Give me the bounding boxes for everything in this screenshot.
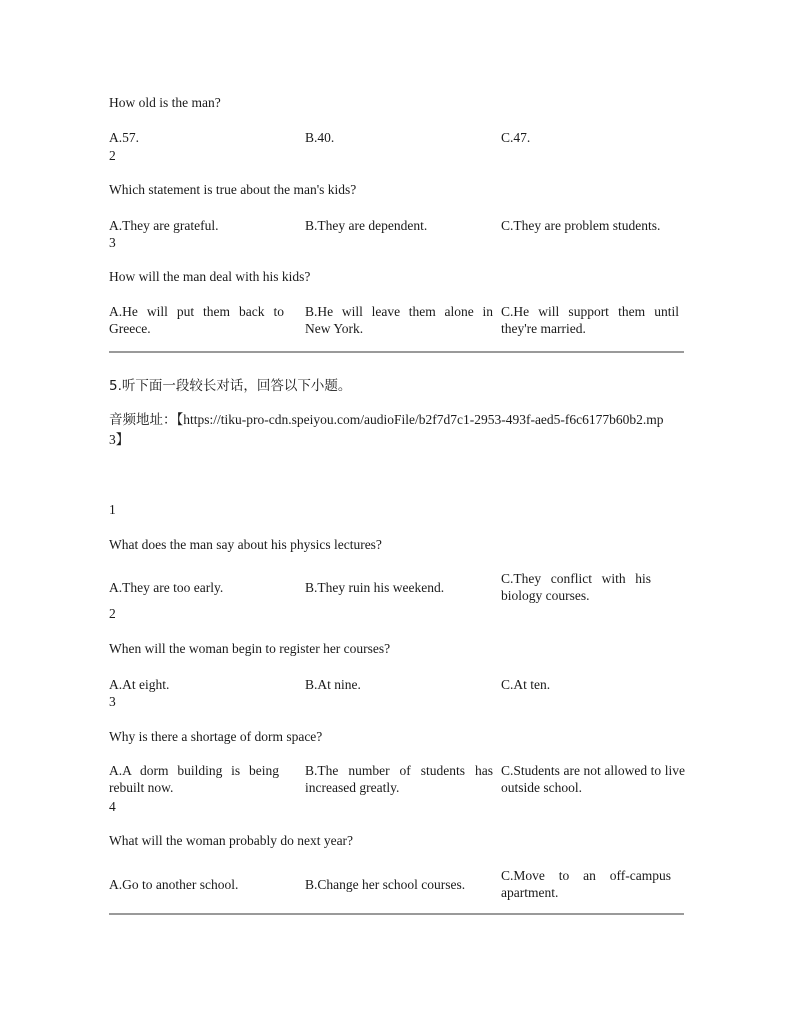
option-c: C.They conflict with his biology courses. — [501, 571, 651, 603]
option-c: C.47. — [501, 130, 531, 145]
divider — [109, 351, 684, 353]
question-number: 2 — [109, 606, 116, 621]
option-b: B.He will leave them alone in New York. — [305, 304, 493, 336]
question-text: Why is there a shortage of dorm space? — [109, 729, 323, 744]
question-text: How will the man deal with his kids? — [109, 269, 311, 284]
option-a: A.A dorm building is being rebuilt now. — [109, 763, 279, 795]
question-text: What does the man say about his physics lectures? — [109, 537, 382, 552]
option-b: B.They ruin his weekend. — [305, 580, 445, 595]
option-b: B.The number of students has increased greatly. — [305, 763, 493, 795]
question-text: How old is the man? — [109, 95, 221, 110]
option-c: C.Students are not allowed to live outside school. — [501, 763, 685, 795]
question-number: 3 — [109, 235, 116, 250]
audio-label: 音频地址： — [109, 412, 177, 428]
option-a: A.At eight. — [109, 677, 170, 692]
question-number: 4 — [109, 799, 116, 814]
option-b: B.40. — [305, 130, 335, 145]
option-a: A.Go to another school. — [109, 877, 239, 892]
question-text: What will the woman probably do next year? — [109, 833, 354, 848]
question-number: 1 — [109, 502, 116, 517]
option-a: A.57. — [109, 130, 139, 145]
audio-link[interactable]: 【https://tiku-pro-cdn.speiyou.com/audioFile/b2f7d7c1-2953-493f-aed5-f6c6177b60b2.mp3】 — [109, 412, 664, 447]
divider — [109, 913, 684, 915]
option-c: C.Move to an off-campus apartment. — [501, 868, 671, 900]
question-text: When will the woman begin to register her courses? — [109, 641, 391, 656]
option-c: C.He will support them until they're married. — [501, 304, 679, 336]
option-a: A.They are too early. — [109, 580, 224, 595]
question-text: Which statement is true about the man's kids? — [109, 182, 357, 197]
option-b: B.At nine. — [305, 677, 361, 692]
section-title: 5.听下面一段较长对话，回答以下小题。 — [109, 378, 352, 394]
audio-address — [109, 410, 669, 450]
option-a: A.They are grateful. — [109, 218, 219, 233]
option-c: C.At ten. — [501, 677, 551, 692]
option-a: A.He will put them back to Greece. — [109, 304, 284, 336]
option-b: B.Change her school courses. — [305, 877, 466, 892]
option-c: C.They are problem students. — [501, 218, 661, 233]
question-number: 2 — [109, 148, 116, 163]
question-number: 3 — [109, 694, 116, 709]
option-b: B.They are dependent. — [305, 218, 428, 233]
